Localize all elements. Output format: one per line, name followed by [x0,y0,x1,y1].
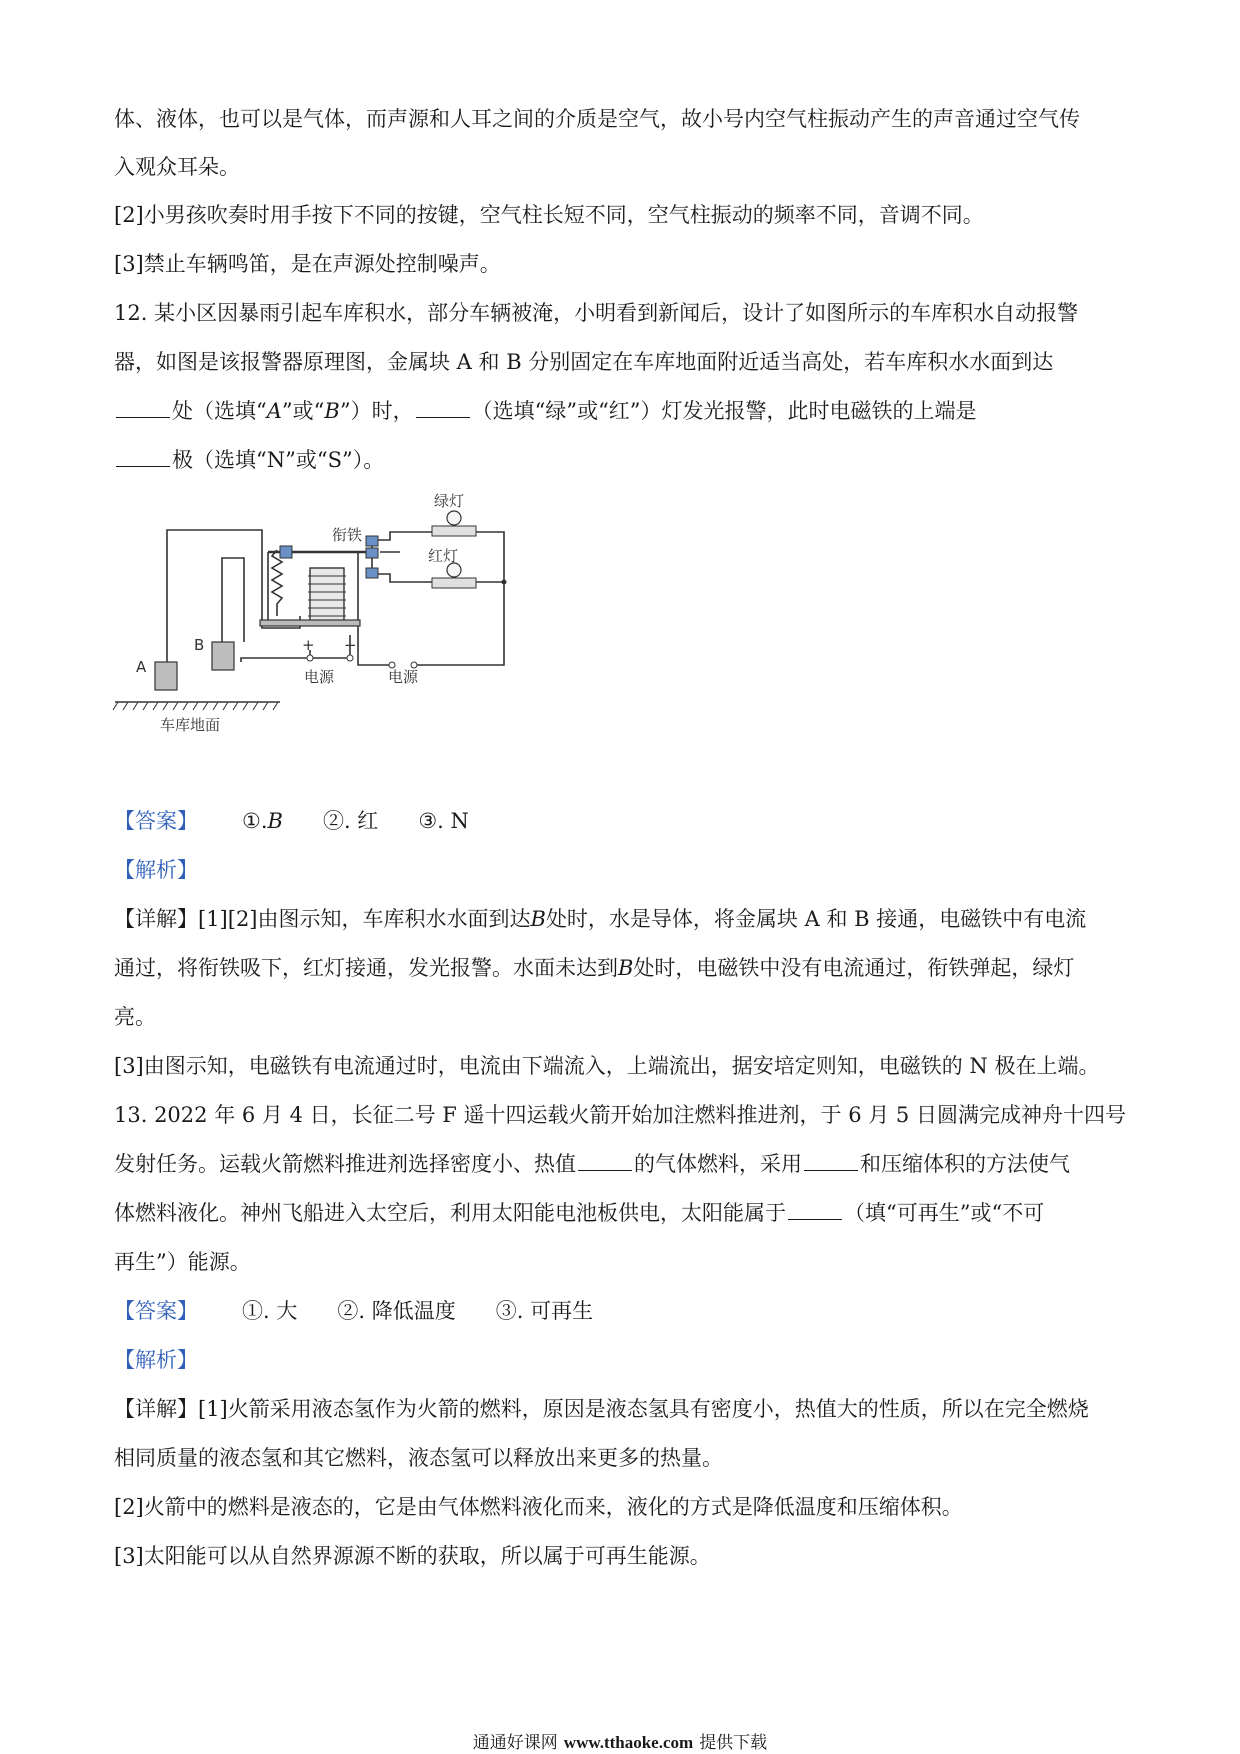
answer-option: ③. 可再生 [495,1299,594,1323]
q12-stem-line: 器，如图是该报警器原理图，金属块 A 和 B 分别固定在车库地面附近适当高处，若车库积水水面到达 [114,350,1054,374]
q12-stem-line [114,396,1134,426]
stem-text: 极（选填“N”或“S”）。 [172,448,385,472]
red-lamp-label: 红灯 [428,547,459,565]
armature-label: 衔铁 [332,526,363,544]
ground-hatch [113,702,278,710]
armature-block [280,546,292,558]
q12-analysis-tag [114,855,1134,885]
footer-note: 提供下载 [699,1733,768,1752]
answer-option: ③. N [418,809,469,833]
ground-label: 车库地面 [160,716,221,734]
analysis-tag: 【解析】 [114,1348,198,1372]
stem-text: ”或“ [281,399,325,423]
analysis-tag: 【解析】 [114,858,198,882]
contact-middle [366,548,378,558]
answer-blank [578,1152,632,1171]
answer-option: ①. 大 [242,1299,298,1323]
page-footer [0,1728,1240,1753]
terminal [347,655,353,661]
q12-detail-line: 亮。 [114,1005,156,1029]
detail-tag: 【详解】 [114,1397,198,1421]
text-line: [2]小男孩吹奏时用手按下不同的按键，空气柱长短不同，空气柱振动的频率不同，音调不同。 [114,203,984,227]
text-line: 体、液体，也可以是气体，而声源和人耳之间的介质是空气，故小号内空气柱振动产生的声音通过空气传 [114,107,1080,131]
answer-blank [416,399,470,418]
label-a: A [136,658,147,676]
q12-answer [114,806,1134,836]
answer-blank [116,448,170,467]
metal-block-a [155,662,177,690]
answer-tag: 【答案】 [114,1299,198,1323]
answer-tag: 【答案】 [114,809,198,833]
footer-url[interactable]: www.tthaoke.com [563,1733,694,1752]
q13-detail-line: [3]太阳能可以从自然界源源不断的获取，所以属于可再生能源。 [114,1544,711,1568]
q13-detail-line: [2]火箭中的燃料是液态的，它是由气体燃料液化而来，液化的方式是降低温度和压缩体积。 [114,1495,963,1519]
text-line: 入观众耳朵。 [114,155,240,179]
q13-answer [114,1296,1134,1326]
q12-detail-line: [3]由图示知，电磁铁有电流通过时，电流由下端流入，上端流出，据安培定则知，电磁铁的 N 极在上端。 [114,1054,1100,1078]
answer-blank [804,1152,858,1171]
option-b: B [324,399,340,423]
green-lamp-label: 绿灯 [434,492,465,510]
minus-sign: − [344,636,357,654]
red-lamp-base [432,578,476,588]
footer-site-name: 通通好课网 [472,1733,558,1752]
q12-detail-line: 【详解】[1][2]由图示知，车库积水水面到达B处时，水是导体，将金属块 A 和 B 接通，电磁铁中有电流 [114,907,1087,931]
option-a: A [266,399,282,423]
answer-option: ①.B [242,809,283,833]
answer-option: ②. 红 [322,809,379,833]
green-lamp-bulb [447,511,461,525]
stem-text: ”）时， [339,399,414,423]
q12-stem-line [114,445,1134,475]
q13-analysis-tag [114,1345,1134,1375]
detail-tag: 【详解】 [114,907,198,931]
stem-text: 处（选填“ [172,399,267,423]
q13-detail-line: 【详解】[1]火箭采用液态氢作为火箭的燃料，原因是液态氢具有密度小，热值大的性质，所以在完全燃烧 [114,1397,1089,1421]
contact-lower [366,568,378,578]
q13-stem-line: 体燃料液化。神州飞船进入太空后，利用太阳能电池板供电，太阳能属于 （填“可再生”或“不可 [114,1201,1045,1225]
plus-sign: + [302,636,315,654]
text-line: [3]禁止车辆鸣笛，是在声源处控制噪声。 [114,252,501,276]
terminal [307,655,313,661]
metal-block-b [212,642,234,670]
answer-option: ②. 降低温度 [337,1299,456,1323]
power-label-1: 电源 [304,668,335,686]
q12-detail-line: 通过，将衔铁吸下，红灯接通，发光报警。水面未达到B处时，电磁铁中没有电流通过，衔铁弹起，绿灯 [114,956,1075,980]
base-plate [260,620,360,626]
answer-blank [788,1201,842,1220]
q13-stem-line: 发射任务。运载火箭燃料推进剂选择密度小、热值 的气体燃料，采用 和压缩体积的方法使气 [114,1152,1070,1176]
red-lamp-bulb [447,563,461,577]
label-b: B [194,636,205,654]
q12-stem-line: 12. 某小区因暴雨引起车库积水，部分车辆被淹，小明看到新闻后，设计了如图所示的车库积水自动报警 [114,301,1079,325]
q13-detail-line: 相同质量的液态氢和其它燃料，液态氢可以释放出来更多的热量。 [114,1446,723,1470]
q13-stem-line: 再生”）能源。 [114,1250,251,1274]
answer-blank [116,399,170,418]
contact-upper [366,536,378,546]
power-label-2: 电源 [388,668,419,686]
q13-stem-line: 13. 2022 年 6 月 4 日，长征二号 F 遥十四运载火箭开始加注燃料推进剂，于 6 月 5 日圆满完成神舟十四号 [114,1103,1126,1127]
junction [502,580,507,585]
alarm-circuit-diagram [110,490,520,740]
green-lamp-base [432,526,476,536]
stem-text: （选填“绿”或“红”）灯发光报警，此时电磁铁的上端是 [471,399,977,423]
